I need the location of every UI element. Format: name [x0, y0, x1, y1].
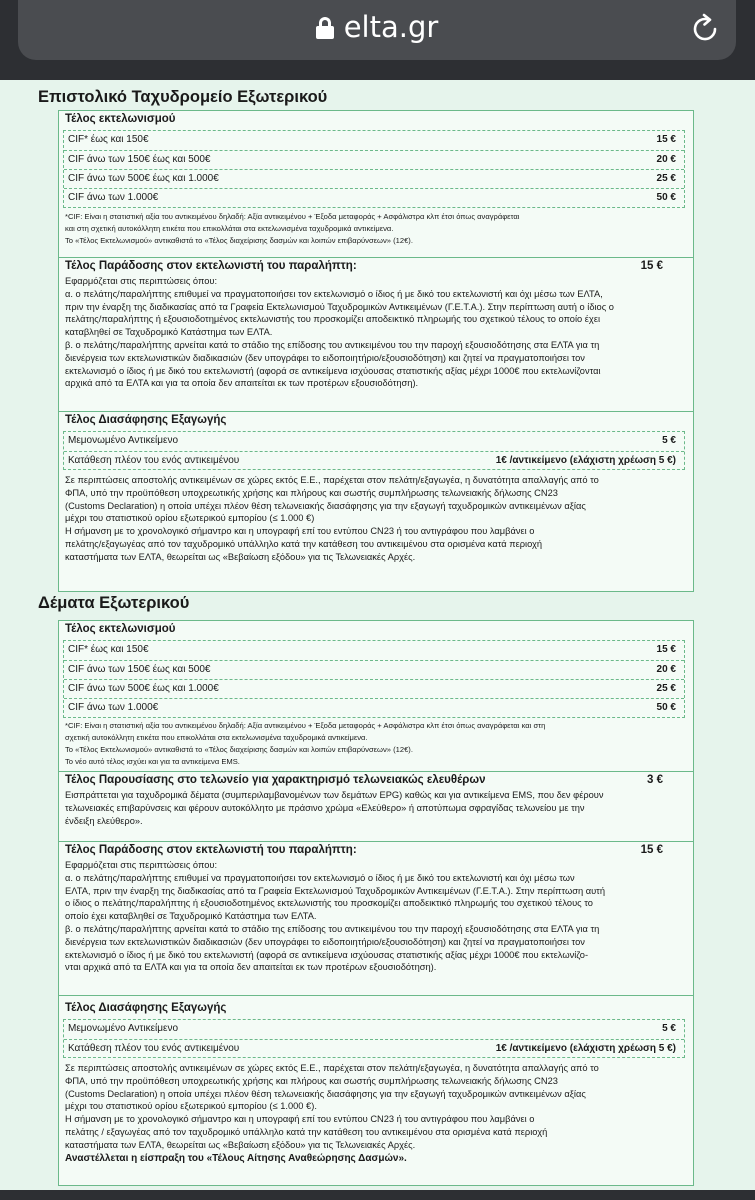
parcels-presentation-block [59, 771, 693, 839]
export-heading: Τέλος Διασάφησης Εξαγωγής [65, 414, 227, 426]
presentation-text: Εισπράττεται για ταχυδρομικά δέματα (συμπεριλαμβανομένων των δεμάτων EPG) καθώς και για αντικείμενα EMS, που δεν φέρουν τελωνειακές επιβαρύνσεις και φέρουν αυτοκόλλητο με πράσινο χρώμα «Ελεύθερο» ή αποτύπωμα σφραγίδας τελωνείου με την ένδειξη ελεύθερο». [65, 790, 604, 826]
cif-note: *CIF: Είναι η στατιστική αξία του αντικειμένου δηλαδή: Αξία αντικειμένου + Έξοδα μεταφοράς + Ασφάλιστρα κλπ έτσι όπως αναγράφεται και στη σχετική αυτοκόλλητη ετικέτα που επικολλάται στα εκτελωνισμένα ταχυδρομικά αντικείμενα. Το «Τέλος Εκτελωνισμού» αντικαθιστά το «Τέλος διαχείρισης δασμών και λοιπών επιβαρύνσεων» (12€). [65, 212, 520, 245]
fee-row: Κατάθεση πλέον του ενός αντικειμένου 1€ /αντικείμενο (ελάχιστη χρέωση 5 €) [64, 451, 684, 470]
delivery-text: Εφαρμόζεται στις περιπτώσεις όπου: α. ο πελάτης/παραλήπτης επιθυμεί να πραγματοποιήσει τον εκτελωνισμό ο ίδιος ή με δικό του εκτελωνιστή και όχι μέσω των ΕΛΤΑ, πριν την έναρξη της διαδικασίας από τα Γραφεία Εκτελωνισμού Ταχυδρομικών Αντικειμένων (Γ.Ε.Τ.Α.). Στην περίπτωση αυτή ο ίδιος ο πελάτης/παραλήπτης ή εξουσιοδοτημένος εκτελωνιστής του προσκομίζει αποδεικτικό πληρωμής του σχετικού τέλους το οποίο έχει καταβληθεί σε Ταχυδρομικό Κατάστημα των ΕΛΤΑ. β. ο πελάτης/παραλήπτης αρνείται κατά το στάδιο της επίδοσης του αντικειμένου του την παροχή εξουσιοδότησης στα ΕΛΤΑ για τη διενέργεια των εκτελωνιστικών διαδικασιών (δεν υπογράφει το ειδοποιητήριο/εξουσιοδότηση) και ζητεί να πραγματοποιήσει τον εκτελωνισμό ο ίδιος ή με δικό του εκτελωνιστή (αφορά σε αντικείμενα ισχύουσας στατιστικής αξίας μέχρι 1000€ που εκτελωνίζονται αρχικά από τα ΕΛΤΑ και για τα οποία δεν απαιτείται εκ των προτέρων εξουσιοδότηση). [65, 276, 614, 389]
parcels-customs-rows [63, 640, 685, 718]
parcels-delivery-block [59, 841, 693, 989]
fee-row: Μεμονωμένο Αντικείμενο 5 € [68, 435, 676, 446]
fee-row: CIF άνω των 150€ έως και 500€ 20 € [64, 660, 684, 679]
letter-customs-heading: Τέλος εκτελωνισμού [65, 113, 176, 125]
fee-row: CIF άνω των 1.000€ 50 € [64, 188, 684, 207]
presentation-fee: 3 € [647, 774, 663, 786]
page-content [0, 80, 755, 1200]
letter-fee-table [58, 110, 694, 592]
reload-icon[interactable] [688, 12, 722, 46]
bottom-edge [0, 1190, 755, 1200]
export-text: Σε περιπτώσεις αποστολής αντικειμένων σε χώρες εκτός Ε.Ε., παρέχεται στον πελάτη/εξαγωγέα, η δυνατότητα απαλλαγής από το ΦΠΑ, υπό την προϋπόθεση υποχρεωτικής χρήσης και πλήρους και σωστής συμπλήρωσης τελωνειακής δήλωσης CN23 (Customs Declaration) η οποία υπέχει πλέον θέση τελωνειακής διασάφησης για την εξαγωγή ταχυδρομικών αντικειμένων αξίας μέχρι του στατιστικού ορίου εξωτερικού εμπορίου (≤ 1.000 €) Η σήμανση με το χρονολογικό σήμαντρο και η υπογραφή επί του εντύπου CN23 ή του αντιγράφου που λαμβάνει ο πελάτης/εξαγωγέας από τον ταχυδρομικό υπάλληλο κατά την κατάθεση του αντικειμένου στα ορισμένα κατά περιοχή καταστήματα των ΕΛΤΑ, θεωρείται ως «Βεβαίωση εξόδου» για τις Τελωνειακές Αρχές. [65, 475, 599, 562]
browser-toolbar [0, 0, 755, 80]
fee-row: CIF* έως και 150€ 15 € [68, 134, 676, 145]
delivery-heading: Τέλος Παράδοσης στον εκτελωνιστή του παραλήπτη: [65, 844, 357, 856]
fee-row: CIF άνω των 500€ έως και 1.000€ 25 € [64, 169, 684, 188]
fee-row: CIF άνω των 1.000€ 50 € [64, 698, 684, 717]
fee-row: Μεμονωμένο Αντικείμενο 5 € [68, 1023, 676, 1034]
delivery-fee: 15 € [640, 260, 663, 272]
delivery-text: Εφαρμόζεται στις περιπτώσεις όπου: α. ο πελάτης/παραλήπτης επιθυμεί να πραγματοποιήσει τον εκτελωνισμό ο ίδιος ή με δικό του εκτελωνιστή και όχι μέσω των ΕΛΤΑ, πριν την έναρξη της διαδικασίας από τα Γραφεία Εκτελωνισμού Ταχυδρομικών Αντικειμένων (Γ.Ε.Τ.Α.). Στην περίπτωση αυτή ο ίδιος ο πελάτης/παραλήπτης ή εξουσιοδοτημένος εκτελωνιστής του προσκομίζει αποδεικτικό πληρωμής του σχετικού τέλους το οποίο έχει καταβληθεί σε Ταχυδρομικό Κατάστημα των ΕΛΤΑ. β. ο πελάτης/παραλήπτης αρνείται κατά το στάδιο της επίδοσης του αντικειμένου του την παροχή εξουσιοδότησης στα ΕΛΤΑ για τη διενέργεια των εκτελωνιστικών διαδικασιών (δεν υπογράφει το ειδοποιητήριο/εξουσιοδότηση) και ζητεί να πραγματοποιήσει τον εκτελωνισμό ο ίδιος ή με δικό του εκτελωνιστή (αφορά σε αντικείμενα ισχύουσας στατιστικής αξίας μέχρι 1000€ που εκτελωνίζο- νται αρχικά από τα ΕΛΤΑ και για τα οποία δεν απαιτείται εκ των προτέρων εξουσιοδότηση). [65, 860, 605, 973]
delivery-fee: 15 € [640, 844, 663, 856]
export-rows [63, 1019, 685, 1058]
lock-icon [316, 17, 334, 39]
letter-delivery-block [59, 257, 693, 407]
section-title-letter: Επιστολικό Ταχυδρομείο Εξωτερικού [38, 88, 328, 106]
section-title-parcels: Δέματα Εξωτερικού [38, 594, 190, 612]
fee-row: CIF* έως και 150€ 15 € [68, 644, 676, 655]
parcels-customs-heading: Τέλος εκτελωνισμού [65, 623, 176, 635]
cif-note: *CIF: Είναι η στατιστική αξία του αντικειμένου δηλαδή: Αξία αντικειμένου + Έξοδα μεταφοράς + Ασφάλιστρα κλπ έτσι όπως αναγράφεται και στη σχετική αυτοκόλλητη ετικέτα που επικολλάται στα εκτελωνισμένα ταχυδρομικά αντικείμενα. Το «Τέλος Εκτελωνισμού» αντικαθιστά το «Τέλος διαχείρισης δασμών και λοιπών επιβαρύνσεων» (12€). Το νέο αυτό τέλος ισχύει και για τα αντικείμενα EMS. [65, 721, 546, 766]
parcels-fee-table [58, 620, 694, 1186]
fee-row: Κατάθεση πλέον του ενός αντικειμένου 1€ /αντικείμενο (ελάχιστη χρέωση 5 €) [64, 1039, 684, 1058]
suspended-notice: Αναστέλλεται η είσπραξη του «Τέλους Αίτησης Αναθεώρησης Δασμών». [65, 1152, 407, 1164]
presentation-heading: Τέλος Παρουσίασης στο τελωνείο για χαρακτηρισμό τελωνειακώς ελευθέρων [65, 774, 486, 786]
fee-row: CIF άνω των 500€ έως και 1.000€ 25 € [64, 679, 684, 698]
url-text: elta.gr [343, 10, 439, 44]
url-display[interactable] [18, 10, 736, 44]
export-rows [63, 431, 685, 470]
export-text: Σε περιπτώσεις αποστολής αντικειμένων σε χώρες εκτός Ε.Ε., παρέχεται στον πελάτη/εξαγωγέα, η δυνατότητα απαλλαγής από το ΦΠΑ, υπό την προϋπόθεση υποχρεωτικής χρήσης και πλήρους και σωστής συμπλήρωσης τελωνειακής δήλωσης CN23 (Customs Declaration) η οποία υπέχει πλέον θέση τελωνειακής διασάφησης για την εξαγωγή ταχυδρομικών αντικειμένων αξίας μέχρι του στατιστικού ορίου εξωτερικού εμπορίου (≤ 1.000 €). Η σήμανση με το χρονολογικό σήμαντρο και η υπογραφή επί του εντύπου CN23 ή του αντιγράφου που λαμβάνει ο πελάτης / εξαγωγέας από τον ταχυδρομικό υπάλληλο κατά την κατάθεση του αντικειμένου στα ορισμένα κατά περιοχή καταστήματα των ΕΛΤΑ, θεωρείται ως «Βεβαίωση εξόδου» για τις Τελωνειακές Αρχές. Αναστέλλεται η είσπραξη του «Τέλους Αίτησης Αναθεώρησης Δασμών». [65, 1062, 687, 1165]
letter-customs-rows [63, 130, 685, 208]
fee-row: CIF άνω των 150€ έως και 500€ 20 € [64, 150, 684, 169]
delivery-heading: Τέλος Παράδοσης στον εκτελωνιστή του παραλήπτη: [65, 260, 357, 272]
export-heading: Τέλος Διασάφησης Εξαγωγής [65, 1002, 227, 1014]
address-bar[interactable] [18, 0, 736, 60]
letter-export-block [59, 411, 693, 591]
parcels-export-block [59, 995, 693, 1185]
